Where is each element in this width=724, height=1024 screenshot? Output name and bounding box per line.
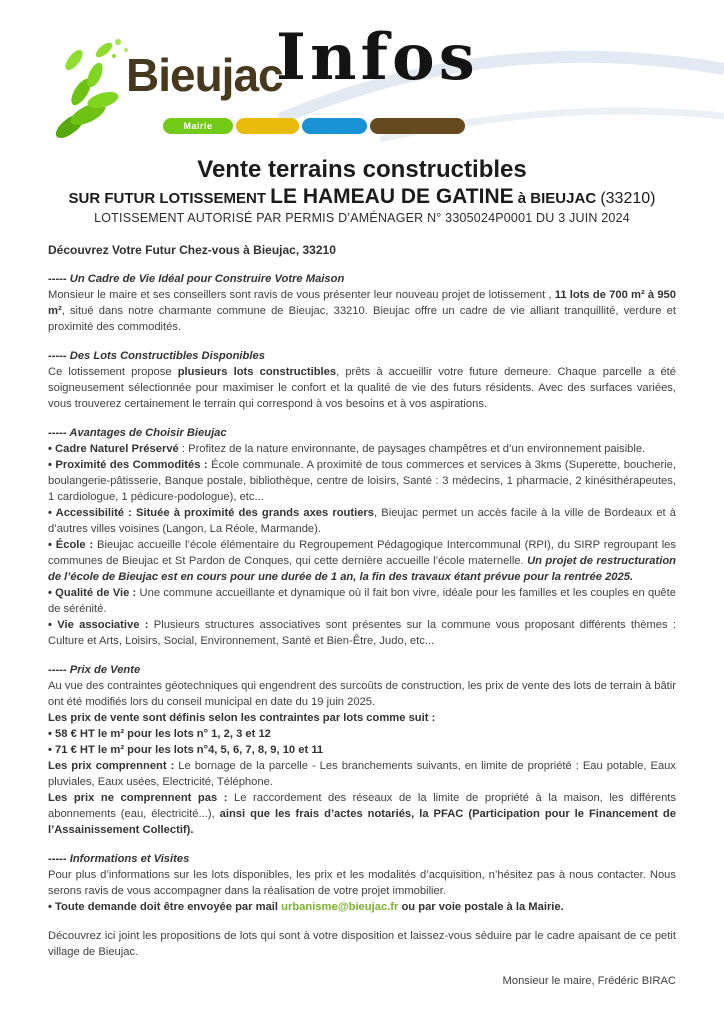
- text-run: , situé dans notre charmante commune de Bieujac, 33210. Bieujac offre un cadre de vie alliant tranquillité, verdure et proximité des commodités.: [48, 305, 676, 333]
- paragraph: [48, 726, 676, 742]
- mairie-bar-label: Mairie: [183, 121, 213, 131]
- spacer: [48, 649, 676, 662]
- text-run: Découvrez ici joint les propositions de lots qui sont à votre disposition et laissez-vous séduire par le cadre apaisant de ce petit village de Bieujac.: [48, 930, 676, 958]
- paragraph: [48, 758, 676, 790]
- text-run: • Cadre Naturel Préservé: [48, 443, 182, 455]
- paragraph: [48, 899, 676, 915]
- color-bars: [163, 118, 465, 134]
- subtitle-lotissement-name: LE HAMEAU DE GATINE: [270, 185, 514, 208]
- paragraph: [48, 441, 676, 457]
- permit-line: LOTISSEMENT AUTORISÉ PAR PERMIS D’AMÉNAGER N° 3305024P0001 DU 3 JUIN 2024: [94, 211, 630, 225]
- text-run: • École :: [48, 539, 98, 551]
- paragraph: [48, 457, 676, 505]
- text-run: • Vie associative :: [48, 619, 154, 631]
- document-body: [0, 225, 724, 989]
- subtitle-suffix: à BIEUJAC: [513, 190, 601, 207]
- paragraph: [48, 678, 676, 710]
- text-run: • 71 € HT le m² pour les lots n°4, 5, 6, 7, 8, 9, 10 et 11: [48, 744, 324, 756]
- spacer: [48, 258, 676, 271]
- email-link[interactable]: urbanisme@bieujac.fr: [281, 901, 399, 913]
- text-run: Ce lotissement propose: [48, 366, 178, 378]
- paragraph: [48, 710, 676, 726]
- paragraph: [48, 287, 676, 335]
- spacer: [48, 335, 676, 348]
- paragraph: [48, 364, 676, 412]
- paragraph: [48, 585, 676, 617]
- text-run: Plusieurs structures associatives sont présentes sur la commune vous proposant différents thèmes : Culture et Arts, Loisirs, Social, Environnement, Santé et Bien-Être, Judo, etc...: [48, 619, 676, 647]
- spacer: [48, 960, 676, 973]
- text-run: plusieurs lots constructibles: [177, 366, 337, 378]
- text-run: Le bornage de la parcelle - Les branchements suivants, en limite de propriété : Eau potable, Eaux pluviales, Eaux usées, Electricité, Téléphone.: [48, 760, 676, 788]
- page-subtitle: [0, 186, 724, 210]
- text-run: • Qualité de Vie :: [48, 587, 140, 599]
- leaf-plant-icon: [48, 34, 136, 142]
- text-run: , prêts à accueillir votre future demeure. Chaque parcelle a été soigneusement sélectionnée pour maximiser le confort et la qualité de vie des futurs résidents. Avec des surfaces variées, vous trouverez certainement le terrain qui correspond à vos besoins et à vos aspirations.: [48, 366, 676, 410]
- text-run: ainsi que les frais d’actes notariés, la PFAC (Participation pour le Financement de l’Assainissement Collectif).: [48, 808, 676, 836]
- section-heading: ----- Informations et Visites: [48, 853, 190, 865]
- text-run: Monsieur le maire et ses conseillers sont ravis de vous présenter leur nouveau projet de lotissement ,: [48, 289, 555, 301]
- spacer: [48, 412, 676, 425]
- text-run: Pour plus d’informations sur les lots disponibles, les prix et les modalités d’acquisition, n’hésitez pas à nous contacter. Nous serons ravis de vous accompagner dans la réalisation de votre projet immobilier.: [48, 869, 676, 897]
- text-run: Les prix comprennent :: [48, 760, 179, 772]
- text-run: Le raccordement des réseaux de la limite de propriété à la maison, les différents abonnements (eau, électricité...),: [48, 792, 676, 820]
- signature: Monsieur le maire, Frédéric BIRAC: [502, 975, 676, 987]
- text-run: • Proximité des Commodités :: [48, 459, 212, 471]
- spacer: [48, 838, 676, 851]
- text-run: , Bieujac permet un accès facile à la ville de Bordeaux et à d’autres villes voisines (Langon, La Réole, Marmande).: [48, 507, 676, 535]
- text-run: 11 lots de 700 m² à 950 m²: [48, 289, 676, 317]
- section-heading: ----- Prix de Vente: [48, 664, 141, 676]
- text-run: : Profitez de la nature environnante, de paysages champêtres et d’un environnement paisible.: [181, 443, 646, 455]
- text-run: Les prix ne comprennent pas :: [48, 792, 235, 804]
- logo-banner: [0, 20, 724, 146]
- section-heading: ----- Des Lots Constructibles Disponibles: [48, 350, 265, 362]
- page-title: Vente terrains constructibles: [197, 156, 527, 183]
- section-heading: ----- Avantages de Choisir Bieujac: [48, 427, 227, 439]
- text-run: Une commune accueillante et dynamique où il fait bon vivre, idéale pour les familles et les couples en quête de sérénité.: [48, 587, 676, 615]
- intro-heading: Découvrez Votre Futur Chez-vous à Bieujac, 33210: [48, 243, 336, 257]
- paragraph: [48, 537, 676, 585]
- paragraph: [48, 617, 676, 649]
- subtitle-prefix: SUR FUTUR LOTISSEMENT: [68, 190, 271, 207]
- text-run: Bieujac accueille l’école élémentaire du Regroupement Pédagogique Intercommunal (RPI), du SIRP regroupant les communes de Bieujac et St Pardon de Conques, qui cette dernière accueille l’école maternelle.: [48, 539, 676, 567]
- subtitle-postal-code: (33210): [600, 190, 656, 207]
- brand-secondary-text: Infos: [276, 20, 479, 95]
- text-run: Un projet de restructuration de l’école de Bieujac est en cours pour une durée de 1 an, la fin des travaux étant prévue pour la rentrée 2025.: [48, 555, 676, 583]
- text-run: ou par voie postale à la Mairie.: [398, 901, 564, 913]
- paragraph: [48, 742, 676, 758]
- text-run: Les prix de vente sont définis selon les contraintes par lots comme suit :: [48, 712, 436, 724]
- paragraph: [48, 928, 676, 960]
- text-run: • 58 € HT le m² pour les lots n° 1, 2, 3 et 12: [48, 728, 271, 740]
- text-run: Au vue des contraintes géotechniques qui engendrent des surcoûts de construction, les prix de vente des lots de terrain à bâtir ont été modifiés lors du conseil municipal en date du 19 juin 2025.: [48, 680, 676, 708]
- blue-bar: [302, 118, 367, 134]
- paragraph: [48, 790, 676, 838]
- brand-text: Bieujac: [126, 49, 283, 101]
- section-heading: ----- Un Cadre de Vie Idéal pour Construire Votre Maison: [48, 273, 345, 285]
- text-run: • Toute demande doit être envoyée par mail: [48, 901, 282, 913]
- text-run: • Accessibilité : Située à proximité des grands axes routiers: [48, 507, 375, 519]
- paragraph: [48, 505, 676, 537]
- yellow-bar: [236, 118, 299, 134]
- brown-bar: [370, 118, 465, 134]
- mairie-bar: [163, 118, 233, 134]
- paragraph: [48, 867, 676, 899]
- text-run: École communale. A proximité de tous commerces et services à 3kms (Superette, boucherie, boulangerie-pâtisserie, Banque postale, bibliothèque, centre de loisirs, Santé : 3 médecins, 1 pharmacie, 2 kinésithérapeutes, 1 cardiologue, 1 pédicure-podologue), etc...: [48, 459, 676, 503]
- spacer: [48, 915, 676, 928]
